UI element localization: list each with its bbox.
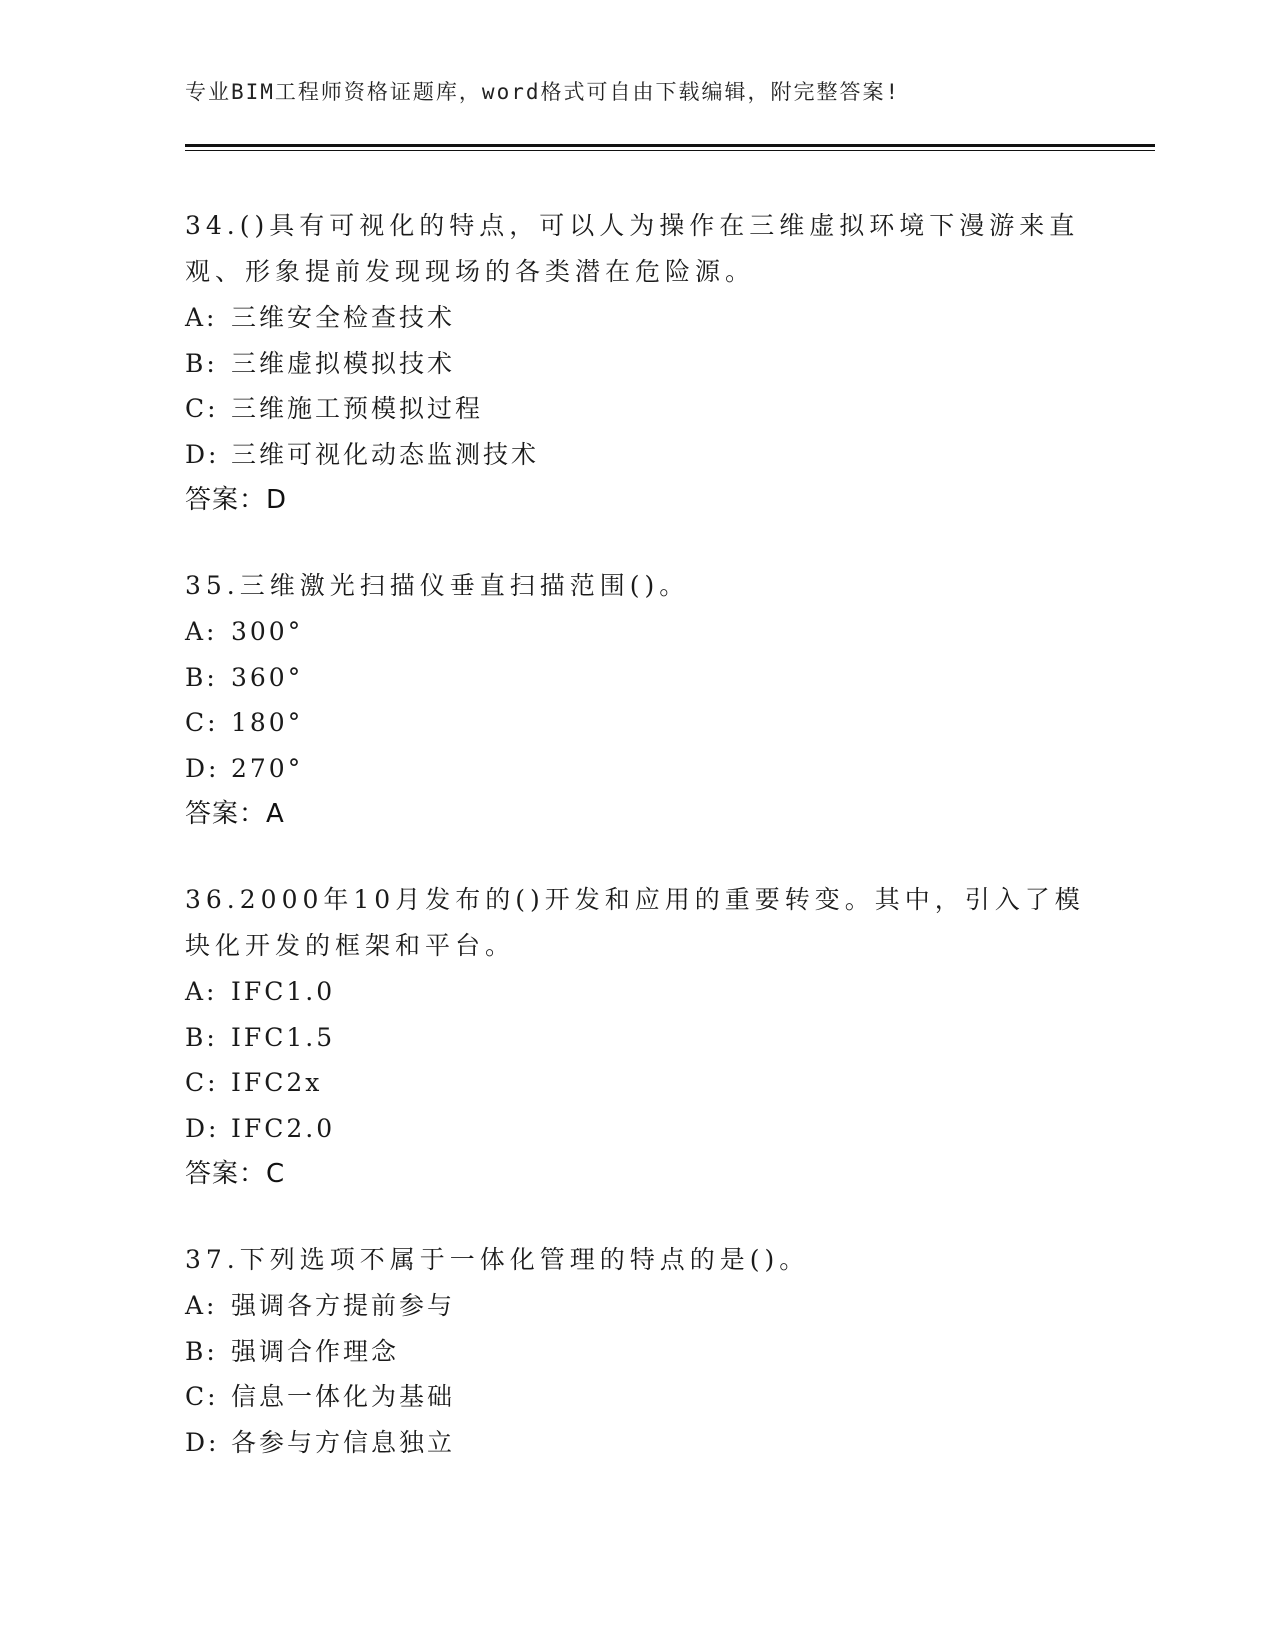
option-letter: B:: [185, 662, 218, 692]
option-text: 180°: [231, 708, 304, 737]
option-text: 强调各方提前参与: [231, 1291, 456, 1320]
option-text: 三维可视化动态监测技术: [231, 439, 540, 469]
option-text: IFC2x: [231, 1068, 323, 1097]
question-text: 36.2000年10月发布的()开发和应用的重要转变。其中，引入了模块化开发的框架和平台。: [185, 885, 1085, 960]
option-text: 三维施工预模拟过程: [231, 394, 484, 423]
question-list: [185, 203, 1085, 1505]
option-b: [185, 1329, 1085, 1375]
header-rule-thin: [185, 150, 1155, 151]
option-c: [185, 1374, 1085, 1420]
option-letter: C:: [185, 1382, 219, 1411]
option-letter: C:: [185, 708, 219, 737]
option-a: [185, 295, 1085, 341]
option-b: [185, 1015, 1085, 1061]
question-34: [185, 203, 1085, 523]
option-text: IFC2.0: [231, 1113, 336, 1143]
option-text: 三维安全检查技术: [231, 303, 456, 332]
option-text: 270°: [231, 753, 304, 783]
document-header: 专业BIM工程师资格证题库，word格式可自由下载编辑，附完整答案!: [185, 80, 901, 104]
option-text: 三维虚拟模拟技术: [231, 348, 456, 378]
option-letter: A:: [185, 977, 218, 1006]
header-rule-thick: [185, 144, 1155, 147]
option-text: 360°: [231, 662, 304, 692]
answer: 答案：D: [185, 485, 288, 515]
option-letter: B:: [185, 1022, 218, 1052]
option-d: [185, 432, 1085, 478]
option-letter: D:: [185, 753, 220, 783]
option-text: 各参与方信息独立: [231, 1427, 456, 1457]
question-text: 34.()具有可视化的特点，可以人为操作在三维虚拟环境下漫游来直观、形象提前发现现场的各类潜在危险源。: [185, 211, 1080, 286]
option-text: IFC1.5: [231, 1022, 336, 1052]
question-text: 35.三维激光扫描仪垂直扫描范围()。: [185, 571, 690, 600]
option-text: 信息一体化为基础: [231, 1382, 456, 1411]
option-text: 强调合作理念: [231, 1336, 400, 1366]
option-letter: C:: [185, 1068, 219, 1097]
option-letter: B:: [185, 1336, 218, 1366]
option-letter: C:: [185, 394, 219, 423]
option-a: [185, 969, 1085, 1015]
option-d: [185, 746, 1085, 792]
option-c: [185, 700, 1085, 746]
option-letter: B:: [185, 348, 218, 378]
option-d: [185, 1420, 1085, 1466]
option-d: [185, 1106, 1085, 1152]
question-35: [185, 563, 1085, 837]
option-letter: D:: [185, 1113, 220, 1143]
option-letter: D:: [185, 439, 220, 469]
question-36: [185, 877, 1085, 1197]
question-37: [185, 1237, 1085, 1465]
answer: 答案：C: [185, 1159, 286, 1189]
answer: 答案：A: [185, 799, 285, 829]
option-b: [185, 655, 1085, 701]
option-b: [185, 341, 1085, 387]
option-letter: D:: [185, 1427, 220, 1457]
option-c: [185, 1060, 1085, 1106]
option-text: IFC1.0: [231, 977, 336, 1006]
option-letter: A:: [185, 303, 218, 332]
option-a: [185, 1283, 1085, 1329]
option-c: [185, 386, 1085, 432]
option-letter: A:: [185, 1291, 218, 1320]
option-a: [185, 609, 1085, 655]
question-text: 37.下列选项不属于一体化管理的特点的是()。: [185, 1245, 810, 1274]
option-letter: A:: [185, 617, 218, 646]
option-text: 300°: [231, 617, 304, 646]
